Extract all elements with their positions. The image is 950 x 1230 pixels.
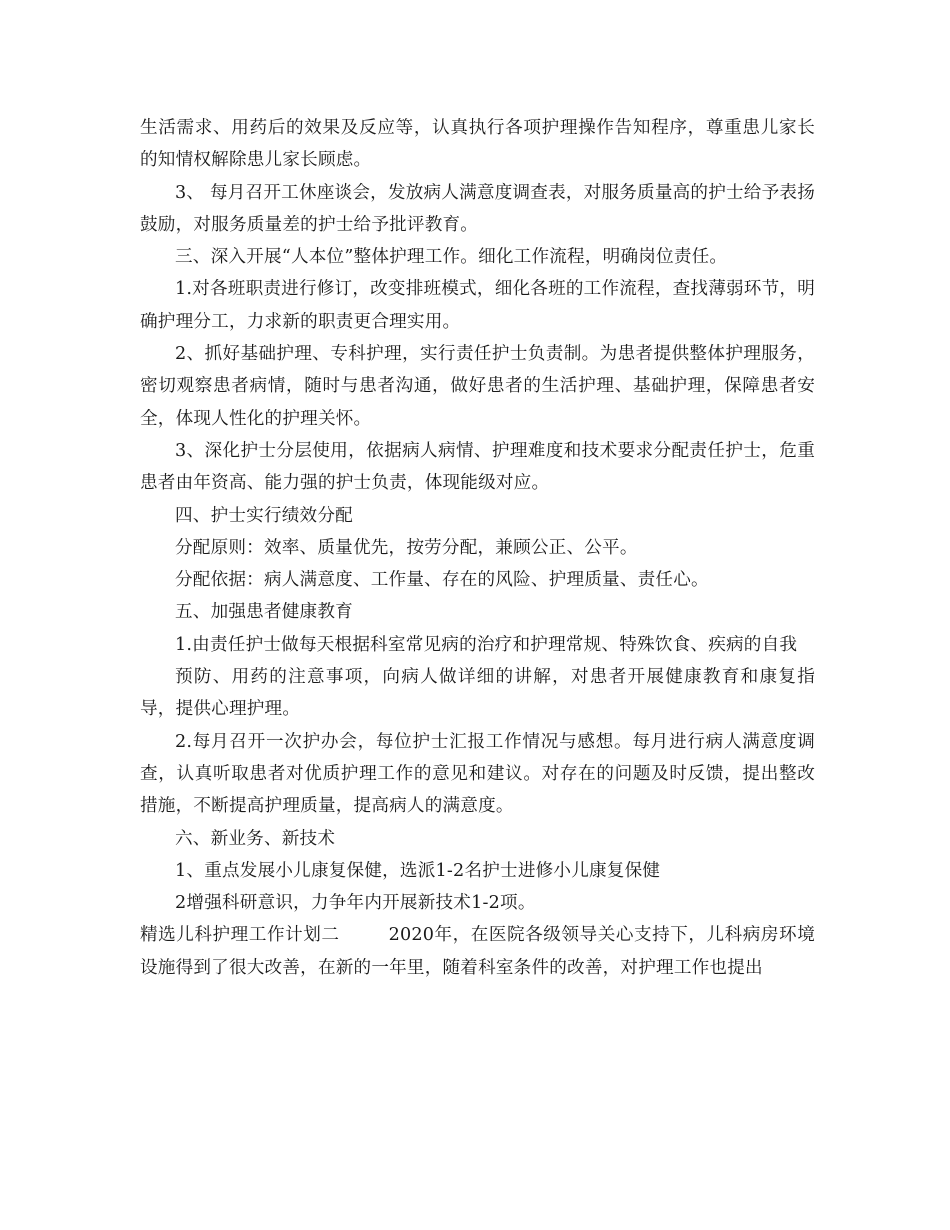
section-heading-5: 五、加强患者健康教育 (175, 602, 353, 623)
section-heading-4: 四、护士实行绩效分配 (175, 505, 353, 526)
paragraph-item-1-rehab: 1、重点发展小儿康复保健，选派1-2名护士进修小儿康复保健 (175, 860, 661, 881)
paragraph-item-1-health-education: 1.由责任护士做每天根据科室常见病的治疗和护理常规、特殊饮食、疾病的自我 (175, 634, 798, 655)
paragraph-allocation-principle: 分配原则：效率、质量优先，按劳分配，兼顾公正、公平。 (175, 537, 638, 558)
paragraph-item-3-monthly-meeting: 3、 每月召开工休座谈会，发放病人满意度调查表，对服务质量高的护士给予表扬鼓励，对服务质量差的护士给予批评教育。 (140, 182, 815, 235)
paragraph-allocation-basis: 分配依据：病人满意度、工作量、存在的风险、护理质量、责任心。 (175, 570, 709, 591)
paragraph-prevention-guidance: 预防、用药的注意事项，向病人做详细的讲解，对患者开展健康教育和康复指导，提供心理护理。 (140, 667, 815, 720)
paragraph-continuation: 生活需求、用药后的效果及反应等，认真执行各项护理操作告知程序，尊重患儿家长的知情权解除患儿家长顾虑。 (140, 118, 815, 171)
paragraph-item-3-tiered-nursing: 3、深化护士分层使用，依据病人病情、护理难度和技术要求分配责任护士，危重患者由年资高、能力强的护士负责，体现能级对应。 (140, 440, 815, 494)
paragraph-item-2-monthly-review: 2.每月召开一次护办会，每位护士汇报工作情况与感想。每月进行病人满意度调查，认真听取患者对优质护理工作的意见和建议。对存在的问题及时反馈，提出整改措施，不断提高护理质量，提高病人的满意度。 (140, 731, 815, 817)
paragraph-item-2-basic-care: 2、抓好基础护理、专科护理，实行责任护士负责制。为患者提供整体护理服务，密切观察患者病情，随时与患者沟通，做好患者的生活护理、基础护理，保障患者安全，体现人性化的护理关怀。 (140, 344, 815, 429)
section-heading-6: 六、新业务、新技术 (175, 828, 336, 849)
paragraph-plan-two-intro: 精选儿科护理工作计划二 2020年，在医院各级领导关心支持下，儿科病房环境设施得到了很大改善，在新的一年里，随着科室条件的改善，对护理工作也提出 (140, 925, 815, 978)
section-heading-3: 三、深入开展“人本位”整体护理工作。细化工作流程，明确岗位责任。 (175, 247, 728, 268)
document-body (140, 112, 815, 984)
paragraph-item-2-research: 2增强科研意识，力争年内开展新技术1-2项。 (175, 893, 536, 914)
paragraph-item-1-duties: 1.对各班职责进行修订，改变排班模式，细化各班的工作流程，查找薄弱环节，明确护理分工，力求新的职责更合理实用。 (140, 279, 815, 332)
